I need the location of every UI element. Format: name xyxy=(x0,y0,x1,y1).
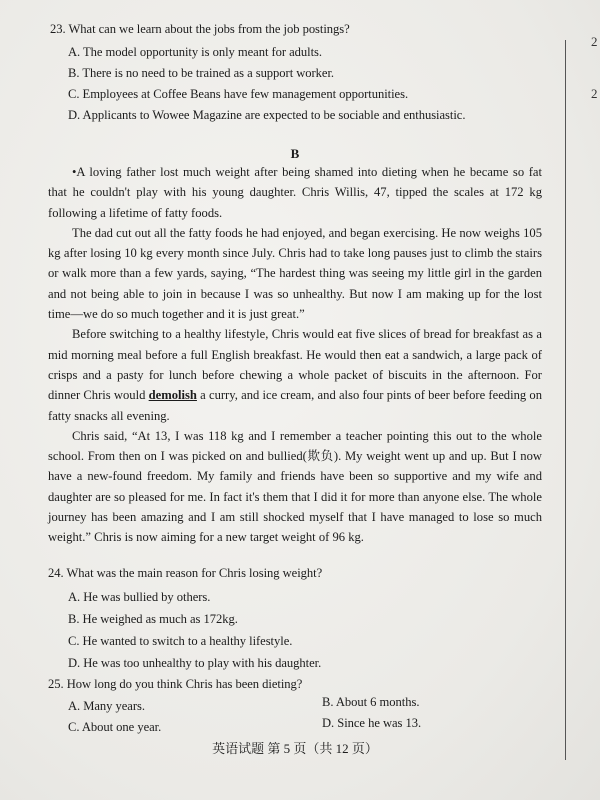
q23-option-b: B. There is no need to be trained as a support worker. xyxy=(68,66,335,80)
question-25: 25. How long do you think Chris has been dieting? xyxy=(48,677,303,691)
q23-option-c: C. Employees at Coffee Beans have few management opportunities. xyxy=(68,87,409,101)
q24-option-a: A. He was bullied by others. xyxy=(68,590,211,604)
passage-body xyxy=(48,162,542,548)
q24-option-c: C. He wanted to switch to a healthy lifestyle. xyxy=(68,634,293,648)
section-title: B xyxy=(290,146,300,161)
passage-paragraph-1: •A loving father lost much weight after being shamed into dieting when he became so fat that he couldn't play with his young daughter. Chris Willis, 47, tipped the scales at 172 kg following a lifetime of fatty foods. xyxy=(48,165,542,220)
margin-number: 2 xyxy=(591,34,598,49)
q23-option-a: A. The model opportunity is only meant for adults. xyxy=(68,45,323,59)
question-23: 23. What can we learn about the jobs from the job postings? xyxy=(50,22,350,36)
question-24: 24. What was the main reason for Chris losing weight? xyxy=(48,566,323,580)
paragraph-text: a curry, and ice cream, and also four pints of beer before feeding on fatty snacks all evening. xyxy=(48,388,542,423)
q25-option-c: C. About one year. xyxy=(68,720,162,734)
q25-option-a: A. Many years. xyxy=(68,699,145,713)
paragraph-text: Before switching to a healthy lifestyle, Chris would eat five slices of bread for breakfast as a mid morning meal before a full English breakfast. He would then eat a sandwich, a large pack of crisps and a pasty for lunch before chewing a whole packet of biscuits in the afternoon. For dinner Chris would xyxy=(48,327,542,403)
q25-option-d: D. Since he was 13. xyxy=(322,716,422,730)
passage-paragraph-2: The dad cut out all the fatty foods he had enjoyed, and began exercising. He now weighs 105 kg after losing 10 kg every month since July. Chris had to take long pauses just to climb the stairs or walk more than a few yards, saying, “The hardest thing was seeing my little girl in the garden and not being able to join in because I was so unhealthy. But now I am making up for the lost time—we do so much together and it is just great.” xyxy=(48,225,542,322)
page-footer: 英语试题 第 5 页（共 12 页） xyxy=(212,741,378,756)
q24-option-d: D. He was too unhealthy to play with his daughter. xyxy=(68,656,322,670)
q25-option-b: B. About 6 months. xyxy=(322,695,420,709)
q23-option-d: D. Applicants to Wowee Magazine are expected to be sociable and enthusiastic. xyxy=(68,108,466,122)
passage-paragraph-3 xyxy=(48,324,542,425)
q24-option-b: B. He weighed as much as 172kg. xyxy=(68,612,238,626)
vocab-word-demolish: demolish xyxy=(148,388,197,403)
passage-paragraph-4: Chris said, “At 13, I was 118 kg and I remember a teacher pointing this out to the whole school. From then on I was picked on and bullied(欺负). My weight went up and up. But I now have a new-found freedom. My family and friends have been so supportive and my wife and daughter are so pleased for me. In fact it's them that I did it for more than anyone else. The whole journey has been amazing and I am still shocked myself that I have managed to lose so much weight.” Chris is now aiming for a new target weight of 96 kg. xyxy=(48,428,542,545)
margin-number: 2 xyxy=(591,86,598,101)
